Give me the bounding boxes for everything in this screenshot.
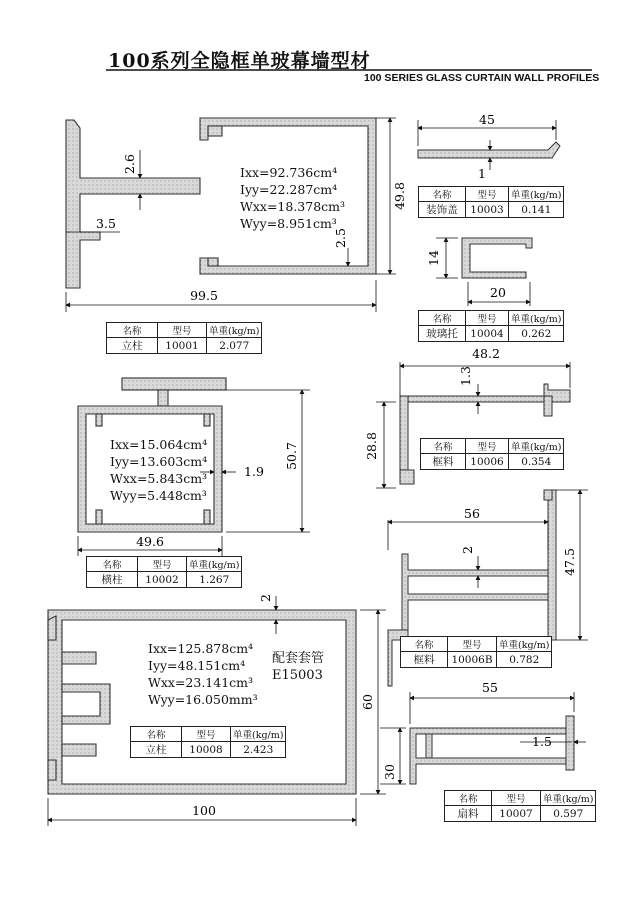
col-model-header: 型号 [466,311,509,326]
p10001-ixx: Ixx=92.736cm⁴ [240,165,338,180]
p10008-sleeve-note [272,650,324,684]
p10002-iyy: Iyy=13.603cm⁴ [110,454,208,469]
p10006-spec-table [420,438,564,470]
p10006b-name: 框料 [401,652,448,668]
p10002-ixx: Ixx=15.064cm⁴ [110,437,208,452]
p10007-model: 10007 [492,806,541,822]
p10002-wyy: Wyy=5.448cm³ [110,488,207,503]
col-name-header: 名称 [87,557,138,572]
p10008-sleeve-title: 配套套管 [272,651,325,666]
p10006-height-label: 28.8 [364,432,379,460]
p10002-height-label: 50.7 [284,442,299,470]
p10006b-height-label: 47.5 [562,548,577,576]
p10006b-width-label: 56 [464,506,480,521]
profile-10003-drawing [418,142,560,158]
col-name-header: 名称 [419,187,466,202]
p10007-weight: 0.597 [541,806,596,822]
p10001-width-label: 99.5 [190,288,218,303]
p10001-wyy: Wyy=8.951cm³ [240,216,337,231]
p10008-iyy: Iyy=48.151cm⁴ [148,658,246,673]
p10001-wall-label: 2.6 [122,154,137,174]
col-weight-header: 单重(kg/m) [207,323,262,338]
p10007-wall-label: 1.5 [532,734,552,749]
p10003-name: 装饰盖 [419,202,466,218]
p10008-spec-table [130,726,286,758]
p10008-sleeve-code: E15003 [272,668,323,683]
col-weight-header: 单重(kg/m) [509,311,564,326]
p10001-wxx: Wxx=18.378cm³ [240,199,346,214]
p10006b-model: 10006B [448,652,497,668]
p10004-spec-table [418,310,564,342]
p10004-width-label: 20 [490,285,506,300]
p10003-height-label: 1 [478,166,486,181]
p10006b-wall-label: 2 [460,546,475,554]
p10008-model: 10008 [182,742,231,758]
col-name-header: 名称 [131,727,182,742]
p10008-wall-label: 2 [258,594,273,602]
col-model-header: 型号 [448,637,497,652]
p10006-model: 10006 [466,454,509,470]
p10002-properties [110,436,207,504]
col-name-header: 名称 [421,439,466,454]
p10007-spec-table [444,790,596,822]
p10006b-spec-table [400,636,552,668]
page-title: 100系列全隐框单玻幕墙型材 [108,50,371,72]
p10003-spec-table [418,186,564,218]
col-weight-header: 单重(kg/m) [541,791,596,806]
p10001-name: 立柱 [107,338,158,354]
p10004-model: 10004 [466,326,509,342]
p10007-name: 扇料 [445,806,492,822]
col-weight-header: 单重(kg/m) [187,557,242,572]
col-weight-header: 单重(kg/m) [509,187,564,202]
p10006-wall-label: 1.3 [458,366,473,386]
p10002-weight: 1.267 [187,572,242,588]
p10002-wall-label: 1.9 [244,464,264,479]
col-model-header: 型号 [138,557,187,572]
p10001-iyy: Iyy=22.287cm⁴ [240,182,338,197]
p10002-name: 横柱 [87,572,138,588]
p10008-wxx: Wxx=23.141cm³ [148,675,254,690]
p10001-flange-label: 3.5 [96,216,116,231]
p10007-width-label: 55 [482,680,498,695]
col-weight-header: 单重(kg/m) [497,637,552,652]
p10001-model: 10001 [158,338,207,354]
col-model-header: 型号 [158,323,207,338]
col-name-header: 名称 [401,637,448,652]
col-model-header: 型号 [182,727,231,742]
p10008-name: 立柱 [131,742,182,758]
col-name-header: 名称 [107,323,158,338]
page-subtitle: 100 SERIES GLASS CURTAIN WALL PROFILES [364,72,600,84]
p10008-ixx: Ixx=125.878cm⁴ [148,641,254,656]
p10001-properties [240,164,345,232]
p10008-weight: 2.423 [231,742,286,758]
p10004-weight: 0.262 [509,326,564,342]
p10008-width-label: 100 [192,803,216,818]
col-model-header: 型号 [466,187,509,202]
p10003-model: 10003 [466,202,509,218]
p10002-spec-table [86,556,242,588]
p10004-name: 玻璃托 [419,326,466,342]
p10007-height-label: 30 [382,764,397,780]
p10001-spec-table [106,322,262,354]
p10008-properties [148,640,258,708]
p10001-weight: 2.077 [207,338,262,354]
p10001-height-label: 49.8 [392,182,407,210]
p10003-weight: 0.141 [509,202,564,218]
p10008-height-label: 60 [360,694,375,710]
col-model-header: 型号 [492,791,541,806]
p10006-weight: 0.354 [509,454,564,470]
p10006-width-label: 48.2 [472,346,500,361]
col-weight-header: 单重(kg/m) [231,727,286,742]
p10002-wxx: Wxx=5.843cm³ [110,471,208,486]
p10002-width-label: 49.6 [136,534,164,549]
p10004-height-label: 14 [426,250,441,266]
p10006b-weight: 0.782 [497,652,552,668]
profile-10004-drawing [462,238,532,278]
p10003-width-label: 45 [479,112,495,127]
p10008-wyy: Wyy=16.050mm³ [148,692,258,707]
col-name-header: 名称 [419,311,466,326]
col-weight-header: 单重(kg/m) [509,439,564,454]
profile-10007-drawing [410,716,574,784]
col-model-header: 型号 [466,439,509,454]
p10001-inner-label: 2.5 [333,228,348,248]
p10002-model: 10002 [138,572,187,588]
col-name-header: 名称 [445,791,492,806]
p10006-name: 框料 [421,454,466,470]
